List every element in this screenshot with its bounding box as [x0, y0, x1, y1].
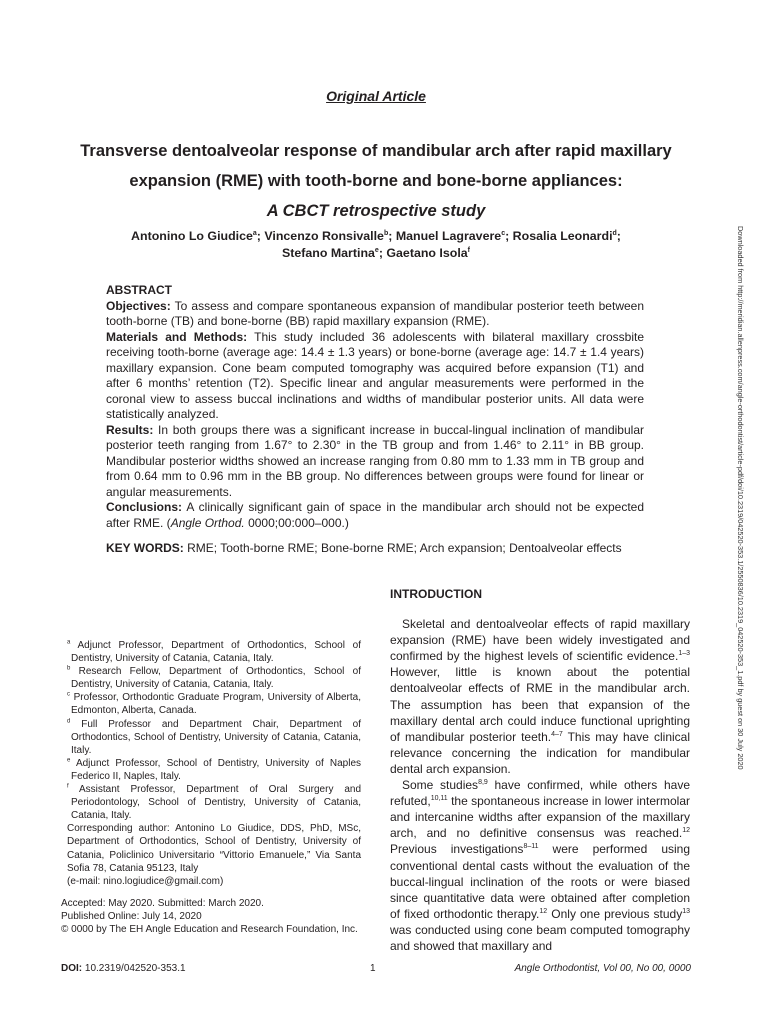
- page-number: 1: [370, 963, 376, 974]
- affiliation-mark: a: [67, 639, 71, 646]
- article-title: [40, 136, 712, 226]
- author-affiliation-mark: c: [501, 229, 506, 237]
- intro-text: was conducted using cone beam computed tomography and showed that maxillary and: [390, 922, 690, 953]
- reference-mark: 10,11: [430, 795, 448, 803]
- doi-label: DOI:: [61, 963, 83, 974]
- affiliation-text: Adjunct Professor, Department of Orthodontics, School of Dentistry, University of Catania, Catania, Italy.: [71, 640, 361, 665]
- affiliation-mark: d: [67, 718, 71, 725]
- affiliation-item: [61, 691, 361, 717]
- journal-citation: Angle Orthodontist, Vol 00, No 00, 0000: [514, 963, 691, 974]
- affiliation-item: [61, 783, 361, 822]
- author-affiliation-mark: e: [374, 246, 379, 254]
- intro-text: This may have clinical relevance concerning the indication for mandibular dental arch expansion.: [390, 729, 691, 776]
- keywords-label: KEY WORDS:: [106, 541, 184, 555]
- download-sidebar: [735, 226, 745, 776]
- affiliation-text: Research Fellow, Department of Orthodontics, School of Dentistry, University of Catania, Catania, Italy.: [71, 666, 361, 691]
- results-text: In both groups there was a significant increase in buccal-lingual inclination of mandibular posterior teeth ranging from 1.67° to 2.30° in the TB group and from 1.46° to 2.11° in BB group. Mandibular posterior widths showed an increase ranging from 0.80 mm to 1.33 mm in TB group and from 0.64 mm to 0.96 mm in the BB group. No differences between groups were found for linear or angular measurements.: [106, 422, 644, 499]
- author-separator: ;: [616, 229, 621, 243]
- introduction-column: [390, 586, 690, 954]
- download-notice[interactable]: Downloaded from http://meridian.allenpress.com/angle-orthodontist/article-pdf/doi/10.2319/042520-353.1/2550836/10.2319_042520-353_1.pdf by guest on 30 July 2020: [736, 226, 745, 770]
- keywords-text: RME; Tooth-borne RME; Bone-borne RME; Arch expansion; Dentoalveolar effects: [187, 541, 622, 555]
- corresponding-email[interactable]: (e-mail: nino.logiudice@gmail.com): [67, 875, 224, 887]
- affiliation-text: Full Professor and Department Chair, Department of Orthodontics, School of Dentistry, University of Catania, Catania, Italy.: [71, 718, 361, 756]
- conclusions-text: A clinically significant gain of space in the mandibular arch should not be expected after RME. (: [106, 500, 645, 530]
- introduction-heading: INTRODUCTION: [390, 587, 482, 601]
- introduction-paragraph-2: [390, 777, 690, 954]
- intro-text: Only one previous study: [547, 906, 683, 921]
- intro-text: Previous investigations: [390, 842, 524, 857]
- affiliation-item: [61, 639, 361, 665]
- intro-text: were performed using conventional dental casts without the evaluation of the buccal-lingual inclination of the roots or were biased since quantitative data were obtained after completion of fixed orthodontic therapy.: [390, 842, 690, 921]
- author-line-1: [60, 228, 692, 245]
- affiliation-mark: e: [67, 757, 71, 764]
- author-affiliation-mark: d: [612, 229, 617, 237]
- author-affiliation-mark: a: [252, 229, 257, 237]
- abstract-objectives: [106, 299, 644, 330]
- intro-text: However, little is known about the potential dentoalveolar effects of RME in the mandibular arch. The assumption has been that expansion of the maxillary dental arch could induce functional uprighting of mandibular posterior teeth.: [390, 665, 690, 744]
- accepted-submitted: Accepted: May 2020. Submitted: March 2020.: [61, 897, 264, 909]
- abstract-block: [106, 283, 644, 531]
- affiliation-item: [61, 718, 361, 757]
- article-subtitle: A CBCT retrospective study: [266, 202, 486, 220]
- affiliation-text: Assistant Professor, Department of Oral Surgery and Periodontology, School of Dentistry, University of Catania, Catania, Italy.: [71, 784, 361, 822]
- affiliation-mark: b: [67, 665, 71, 672]
- conclusions-label: Conclusions:: [106, 500, 183, 514]
- author-separator: ;: [388, 229, 396, 243]
- author-list: [60, 228, 692, 262]
- page-footer: [61, 962, 691, 976]
- intro-text: the spontaneous increase in lower intermolar and intercanine widths after expansion of the maxillary arch, and no definitive consensus was reached.: [390, 794, 690, 841]
- abstract-heading: ABSTRACT: [106, 283, 172, 297]
- results-label: Results:: [106, 422, 154, 437]
- affiliation-mark: c: [67, 692, 70, 699]
- objectives-text: To assess and compare spontaneous expansion of mandibular posterior teeth between tooth-borne (TB) and bone-borne (BB) rapid maxillary expansion (RME).: [106, 298, 645, 328]
- abstract-methods: [106, 330, 644, 423]
- keywords-line: [106, 541, 646, 556]
- author-separator: ;: [505, 229, 513, 243]
- author-name: Gaetano Isola: [386, 246, 468, 260]
- author-name: Manuel Lagravere: [395, 229, 502, 243]
- reference-mark: 4–7: [551, 730, 563, 738]
- author-separator: ;: [256, 229, 265, 243]
- author-name: Rosalia Leonardi: [512, 229, 613, 243]
- methods-text: This study included 36 adolescents with bilateral maxillary crossbite receiving tooth-borne (average age: 14.4 ± 1.3 years) or bone-borne (average age: 14.7 ± 1.4 years) maxillary expansion. Cone beam computed tomography was acquired before expansion (T1) and after 6 months’ retention (T2). Specific linear and angular measurements were performed in the coronal view to assess buccal inclinations and widths of mandibular posterior units. All data were statistically analyzed.: [106, 329, 644, 421]
- affiliation-item: [61, 757, 361, 783]
- author-affiliation-mark: f: [467, 246, 471, 254]
- introduction-paragraph-1: [390, 616, 690, 777]
- citation-rest: 0000;00:000–000.): [244, 515, 349, 530]
- intro-text: Some studies: [402, 778, 479, 793]
- reference-mark: 1–3: [678, 650, 690, 658]
- abstract-results: [106, 423, 644, 501]
- copyright-notice: © 0000 by The EH Angle Education and Research Foundation, Inc.: [61, 923, 358, 935]
- abstract-conclusions: [106, 500, 644, 531]
- methods-label: Materials and Methods:: [106, 329, 248, 344]
- affiliation-text: Professor, Orthodontic Graduate Program, University of Alberta, Edmonton, Alberta, Canada.: [71, 692, 361, 717]
- affiliations-column: [61, 639, 361, 936]
- citation-journal: Angle Orthod.: [170, 515, 245, 530]
- article-type-label: Original Article: [326, 88, 426, 104]
- reference-mark: 8,9: [478, 779, 488, 787]
- intro-text: have confirmed, while others have refuted,: [390, 778, 690, 809]
- doi-link[interactable]: [61, 962, 186, 976]
- reference-mark: 8–11: [523, 843, 539, 851]
- intro-text: Skeletal and dentoalveolar effects of rapid maxillary expansion (RME) have been widely investigated and confirmed by the highest levels of scientific evidence.: [390, 617, 690, 664]
- reference-mark: 12: [539, 907, 548, 915]
- author-name: Vincenzo Ronsivalle: [264, 229, 384, 243]
- author-name: Antonino Lo Giudice: [131, 229, 253, 243]
- author-line-2: [60, 245, 692, 262]
- spacer: [61, 888, 361, 897]
- affiliation-item: [61, 665, 361, 691]
- affiliation-mark: f: [67, 783, 69, 790]
- title-line-2: expansion (RME) with tooth-borne and bone-borne appliances:: [129, 172, 623, 190]
- title-line-1: Transverse dentoalveolar response of mandibular arch after rapid maxillary: [80, 142, 672, 160]
- published-online: Published Online: July 14, 2020: [61, 910, 202, 922]
- objectives-label: Objectives:: [106, 298, 171, 313]
- corresponding-author: Corresponding author: Antonino Lo Giudice, DDS, PhD, MSc, Department of Orthodontics, School of Dentistry, University of Catania, Policlinico Universitario “Vittorio Emanuele,” Via Santa Sofia 78, Catania 95123, Italy: [67, 823, 361, 874]
- author-name: Stefano Martina: [281, 246, 375, 260]
- reference-mark: 13: [682, 907, 690, 915]
- doi-value: 10.2319/042520-353.1: [82, 963, 186, 974]
- author-separator: ;: [378, 246, 387, 260]
- reference-mark: 12: [682, 827, 690, 835]
- affiliation-text: Adjunct Professor, School of Dentistry, University of Naples Federico II, Naples, Italy.: [71, 757, 362, 782]
- author-affiliation-mark: b: [383, 229, 389, 237]
